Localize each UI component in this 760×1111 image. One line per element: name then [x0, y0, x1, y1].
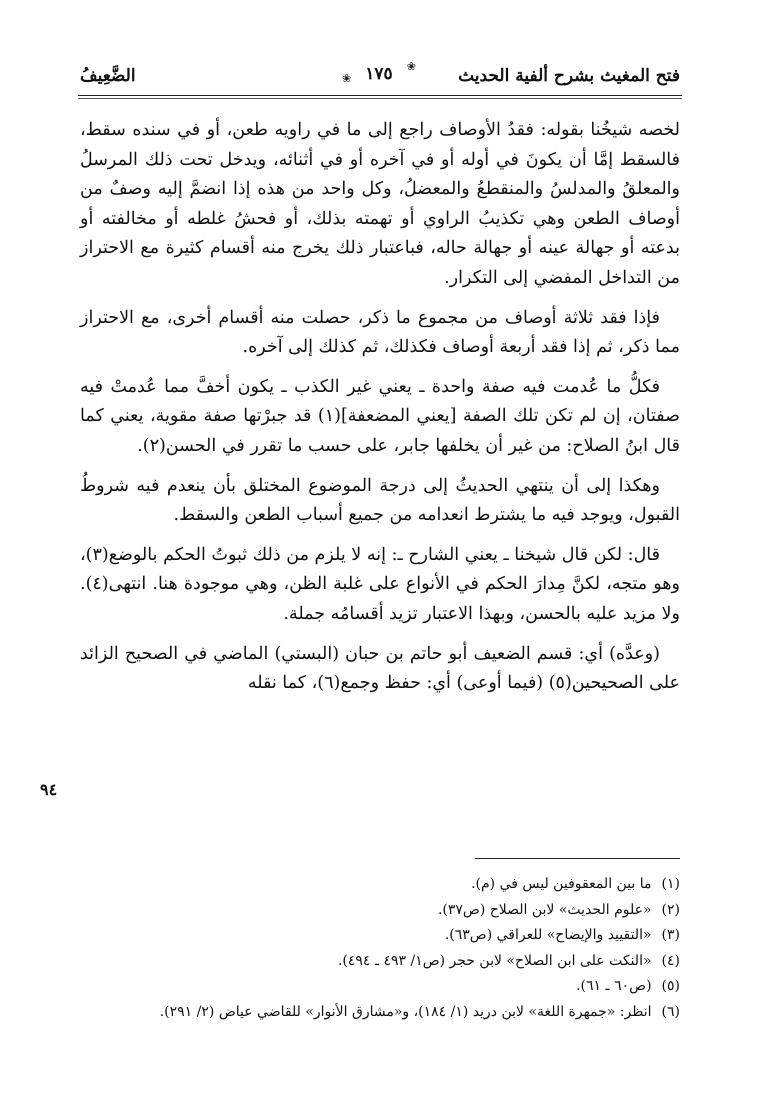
paragraph: فإذا فقد ثلاثة أوصاف من مجموع ما ذكر، حصلت منه أقسام أخرى، مع الاحتراز مما ذكر، ثم إذا فقد أربعة أوصاف فكذلك، ثم كذلك إلى آخره.	[80, 307, 680, 358]
footnote-number: (١)	[661, 876, 680, 892]
footnote-text: «التقييد والإيضاح» للعراقي (ص٦٣).	[444, 927, 652, 943]
footnote-number: (٥)	[661, 978, 680, 994]
footnote-number: (٤)	[661, 952, 680, 969]
main-text	[80, 116, 680, 709]
paragraph: قال: لكن قال شيخنا ـ يعني الشارح ـ: إنه لا يلزم من ذلك ثبوتُ الحكم بالوضع(٣)، وهو متجه، لكنَّ مِدارَ الحكم في الأنواع على غلبة الظن، وهي موجودة هنا. انتهى(٤). ولا مزيد عليه بالحسن، وبهذا الاعتبار تزيد أقسامُه جملة.	[80, 544, 680, 624]
footnote	[80, 974, 680, 1000]
running-head-section: الضَّعِيفُ	[80, 66, 136, 86]
footnote-number: (٢)	[661, 901, 680, 918]
footnote-rule	[475, 858, 680, 859]
page-number-box	[342, 60, 416, 88]
footnote-number: (٦)	[661, 1003, 680, 1020]
margin-page-reference: ٩٤	[40, 780, 58, 799]
paragraph: فكلُّ ما عُدمت فيه صفة واحدة ـ يعني غير الكذب ـ يكون أخفَّ مما عُدمتْ فيه صفتان، إن لم تكن تلك الصفة [يعني المضعفة](١) قد جبرْتها صفة مقوية، يعني كما قال ابنُ الصلاح: من غير أن يخلفها جابر، على حسب ما تقرر في الحسن(٢).	[80, 376, 680, 456]
running-head-book-title: فتح المغيث بشرح ألفية الحديث	[458, 66, 680, 86]
footnote-text: «النكت على ابن الصلاح» لابن حجر (ص١/ ٤٩٣ ـ ٤٩٤).	[337, 952, 652, 969]
footnote	[80, 949, 680, 975]
header-rule	[78, 95, 682, 96]
footnote-text: (ص٦٠ ـ ٦١).	[576, 978, 652, 994]
footnote-text: «علوم الحديث» لابن الصلاح (ص٣٧).	[437, 901, 652, 918]
footnote	[80, 898, 680, 924]
paragraph: لخصه شيخُنا بقوله: فقدُ الأوصاف راجع إلى ما في راويه طعن، أو في سنده سقط، فالسقط إمَّا أن يكونَ في أوله أو في آخره أو في أثنائه، ويدخل تحت ذلك المرسلُ والمعلقُ والمدلسُ والمنقطعُ والمعضلُ، وكل واحد من هذه إذا انضمَّ إليه وصفٌ من أوصاف الطعن وهي تكذيبُ الراوي أو تهمته بذلك، أو فحشُ غلطه أو مخالفته أو بدعته أو جهالة عينه أو جهالة حاله، فباعتبار ذلك يخرج منه أقسام كثيرة مع الاحتراز من التداخل المفضي إلى التكرار.	[80, 120, 680, 288]
corner-ornament-icon: ❀	[342, 72, 352, 85]
footnote-number: (٣)	[661, 927, 680, 943]
footnotes	[80, 872, 680, 1025]
footnote	[80, 1000, 680, 1026]
paragraph: (وعدَّه) أي: قسم الضعيف أبو حاتم بن حبان (البستي) الماضي في الصحيح الزائد على الصحيحين(٥) (فيما أوعى) أي: حفظ وجمع(٦)، كما نقله	[80, 643, 680, 694]
corner-ornament-icon: ❀	[406, 60, 416, 73]
paragraph: وهكذا إلى أن ينتهي الحديثُ إلى درجة الموضوع المختلق بأن ينعدم فيه شروطُ القبول، ويوجد فيه ما يشترط انعدامه من جميع أسباب الطعن والسقط.	[80, 475, 680, 526]
footnote	[80, 872, 680, 898]
footnote-text: انظر: «جمهرة اللغة» لابن دريد (١/ ١٨٤)، و«مشارق الأنوار» للقاضي عياض (٢/ ٢٩١).	[159, 1003, 652, 1020]
footnote	[80, 923, 680, 949]
header-rule-thin	[78, 98, 682, 99]
page-number: ١٧٥	[365, 64, 393, 84]
footnote-text: ما بين المعقوفين ليس في (م).	[471, 876, 652, 892]
